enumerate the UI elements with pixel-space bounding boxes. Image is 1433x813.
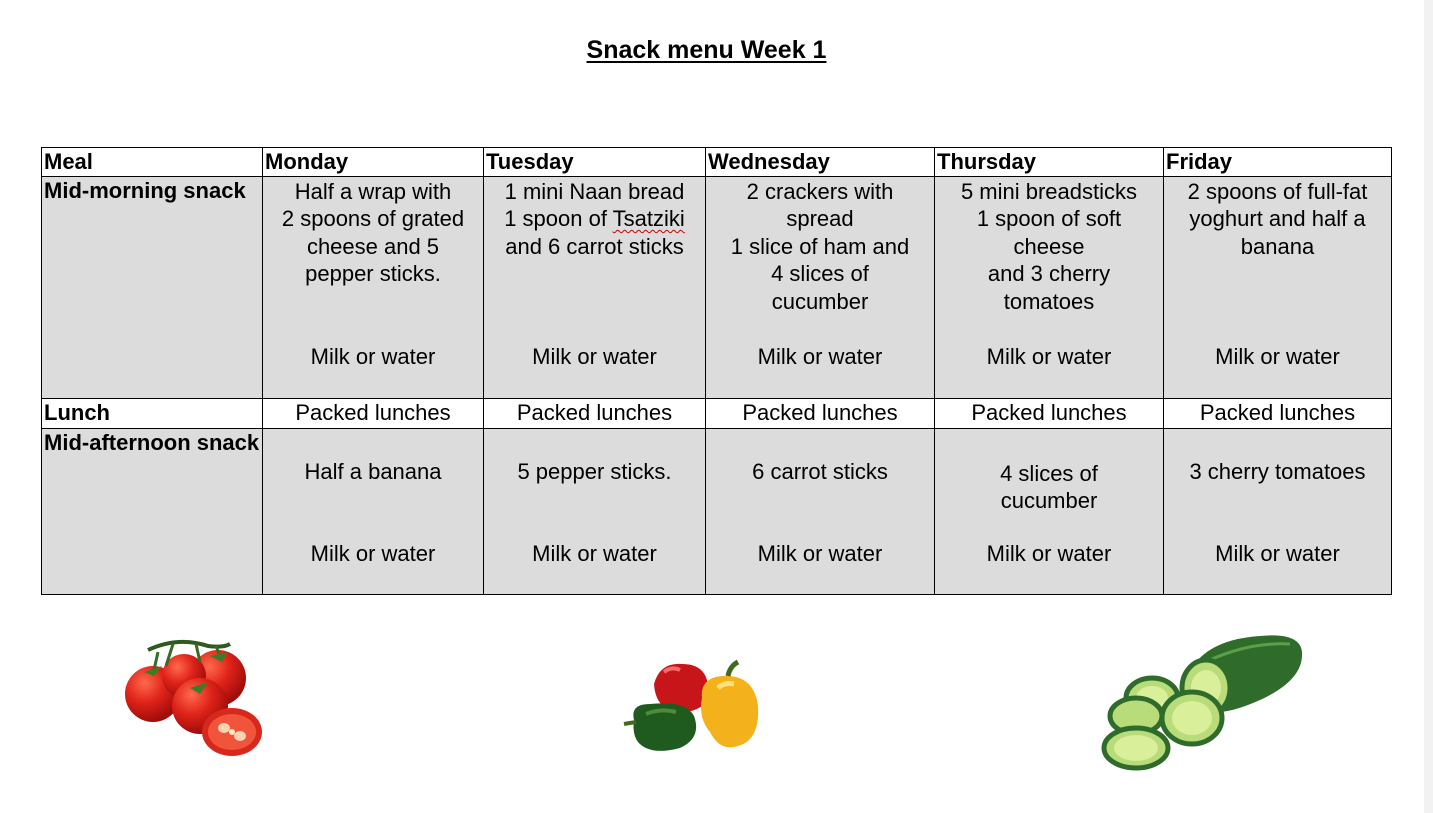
header-row xyxy=(42,148,1392,177)
header-friday: Friday xyxy=(1164,148,1392,177)
cell-tuesday-afternoon xyxy=(484,428,706,594)
row-label-lunch: Lunch xyxy=(42,398,263,428)
cell-wednesday-afternoon xyxy=(706,428,935,594)
food-text: Half a wrap with 2 spoons of grated cheese and 5 pepper sticks. xyxy=(281,178,465,286)
food-text: 4 slices of cucumber xyxy=(1000,460,1098,513)
header-thursday: Thursday xyxy=(935,148,1164,177)
drink-text: Milk or water xyxy=(757,343,883,369)
drink-text: Milk or water xyxy=(532,540,657,566)
food-text: 3 cherry tomatoes xyxy=(1189,458,1366,484)
drink-text: Milk or water xyxy=(310,540,436,566)
cell-friday-afternoon xyxy=(1164,428,1392,594)
cell-thursday-lunch: Packed lunches xyxy=(935,398,1164,428)
drink-text: Milk or water xyxy=(1215,540,1340,566)
header-monday: Monday xyxy=(263,148,484,177)
cell-friday-morning xyxy=(1164,176,1392,398)
cell-tuesday-morning xyxy=(484,176,706,398)
food-text: 1 mini Naan bread 1 spoon of Tsatziki and 6 carrot sticks xyxy=(504,178,685,259)
food-text: 5 pepper sticks. xyxy=(517,458,672,484)
row-label-mid-afternoon: Mid-afternoon snack xyxy=(42,428,263,594)
row-label-mid-morning: Mid-morning snack xyxy=(42,176,263,398)
snack-menu-table xyxy=(41,147,1392,595)
cucumber-image xyxy=(1100,630,1306,774)
drink-text: Milk or water xyxy=(986,343,1112,369)
drink-text: Milk or water xyxy=(532,343,657,369)
header-tuesday: Tuesday xyxy=(484,148,706,177)
drink-text: Milk or water xyxy=(986,540,1112,566)
header-wednesday: Wednesday xyxy=(706,148,935,177)
spellcheck-underline: Tsatziki xyxy=(612,206,685,231)
table-row-lunch xyxy=(42,398,1392,428)
cell-friday-lunch: Packed lunches xyxy=(1164,398,1392,428)
cell-wednesday-morning xyxy=(706,176,935,398)
header-meal: Meal xyxy=(42,148,263,177)
cell-monday-morning xyxy=(263,176,484,398)
page-title: Snack menu Week 1 xyxy=(586,36,827,64)
table-row-mid-morning xyxy=(42,176,1392,398)
food-text: 5 mini breadsticks 1 spoon of soft cheese and 3 cherry tomatoes xyxy=(960,178,1138,314)
cell-thursday-afternoon xyxy=(935,428,1164,594)
drink-text: Milk or water xyxy=(310,343,436,369)
food-text: 2 crackers with spread 1 slice of ham and 4 slices of cucumber xyxy=(730,178,910,314)
food-text: 2 spoons of full-fat yoghurt and half a banana xyxy=(1187,178,1368,259)
cell-wednesday-lunch: Packed lunches xyxy=(706,398,935,428)
drink-text: Milk or water xyxy=(757,540,883,566)
tomatoes-image xyxy=(118,636,268,760)
cell-tuesday-lunch: Packed lunches xyxy=(484,398,706,428)
cell-thursday-morning xyxy=(935,176,1164,398)
peppers-image xyxy=(620,658,762,758)
cell-monday-lunch: Packed lunches xyxy=(263,398,484,428)
food-text: Half a banana xyxy=(304,458,442,484)
drink-text: Milk or water xyxy=(1215,343,1340,369)
page-edge xyxy=(1424,0,1433,813)
cell-monday-afternoon xyxy=(263,428,484,594)
table-row-mid-afternoon xyxy=(42,428,1392,594)
food-text: 6 carrot sticks xyxy=(752,458,888,484)
